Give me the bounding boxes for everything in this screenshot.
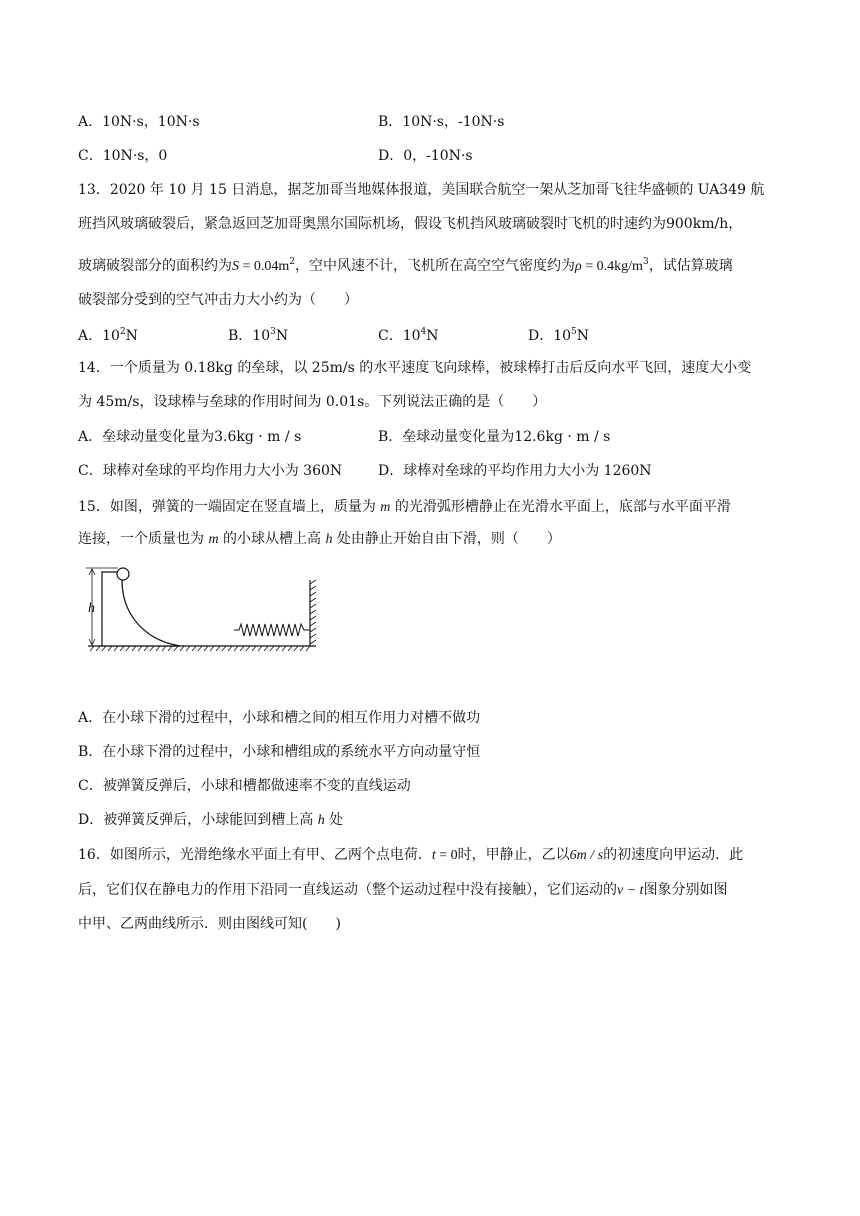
q16-stem-line1: 16．如图所示，光滑绝缘水平面上有甲、乙两个点电荷．t = 0时，甲静止，乙以6m / s的初速度向甲运动．此 xyxy=(78,847,744,863)
q15-figure xyxy=(84,566,324,660)
area-value: = 0.04m xyxy=(239,259,290,274)
area-symbol: S xyxy=(232,259,239,274)
q13-option-c: C．$10^4N$ xyxy=(378,327,439,344)
q15-option-c: C．被弹簧反弹后，小球和槽都做速率不变的直线运动 xyxy=(78,778,411,794)
density-value: = 0.4kg/m xyxy=(581,259,643,274)
ground-hatching xyxy=(90,646,310,651)
wall-hatching xyxy=(310,580,316,644)
q13-text: ，试估算玻璃 xyxy=(648,258,733,274)
q12-option-c: C．10N·s，0 xyxy=(78,148,168,164)
q13-option-b: B．$10^3N$ xyxy=(228,327,289,344)
q14-option-b: B．垒球动量变化量为12.6kg · m / s xyxy=(378,429,611,445)
q15-stem-line1: 15．如图，弹簧的一端固定在竖直墙上，质量为 m 的光滑弧形槽静止在光滑水平面上，底部与水平面平滑 xyxy=(78,499,731,515)
density-exponent: 3 xyxy=(642,257,649,267)
q13-stem-line4: 破裂部分受到的空气冲击力大小约为（ ） xyxy=(78,292,358,308)
q14-option-c: C．球棒对垒球的平均作用力大小为 360N xyxy=(78,463,343,479)
small-ball xyxy=(117,568,129,580)
q14-stem-line2: 为 45m/s，设球棒与垒球的作用时间为 0.01s。下列说法正确的是（ ） xyxy=(78,394,547,410)
q16-stem-line2: 后，它们仅在静电力的作用下沿同一直线运动（整个运动过程中没有接触），它们运动的v − t图象分别如图 xyxy=(78,882,728,898)
q15-option-a: A．在小球下滑的过程中，小球和槽之间的相互作用力对槽不做功 xyxy=(78,710,481,726)
q13-stem-line3 xyxy=(78,256,733,277)
arc-slot xyxy=(102,572,180,646)
q13-option-a: A．$10^2N$ xyxy=(78,327,138,344)
spring xyxy=(234,624,310,636)
q15-stem-line2: 连接，一个质量也为 m 的小球从槽上高 h 处由静止开始自由下滑，则（ ） xyxy=(78,531,561,547)
q12-option-b: B．10N·s，-10N·s xyxy=(378,114,505,130)
q12-option-a: A．10N·s，10N·s xyxy=(78,114,200,130)
q16-stem-line3: 中甲、乙两曲线所示．则由图线可知( ) xyxy=(78,916,341,932)
density-symbol: ρ xyxy=(575,259,582,274)
q13-stem-line2: 班挡风玻璃破裂后，紧急返回芝加哥奥黑尔国际机场，假设飞机挡风玻璃破裂时飞机的时速约为900km/h， xyxy=(78,216,743,232)
q13-option-d: D．$10^5N$ xyxy=(528,327,590,344)
q13-stem-line1: 13．2020 年 10 月 15 日消息，据芝加哥当地媒体报道，美国联合航空一架从芝加哥飞往华盛顿的 UA349 航 xyxy=(78,182,765,198)
q14-option-a: A．垒球动量变化量为3.6kg · m / s xyxy=(78,429,302,445)
q12-option-d: D．0，-10N·s xyxy=(378,148,473,164)
q14-stem-line1: 14．一个质量为 0.18kg 的垒球，以 25m/s 的水平速度飞向球棒，被球棒打击后反向水平飞回，速度大小变 xyxy=(78,360,752,376)
q15-option-d: D．被弹簧反弹后，小球能回到槽上高 h 处 xyxy=(78,812,344,828)
q13-text: ，空中风速不计，飞机所在高空空气密度约为 xyxy=(295,258,576,274)
area-exponent: 2 xyxy=(289,257,296,267)
q14-option-d: D．球棒对垒球的平均作用力大小为 1260N xyxy=(378,463,652,479)
q13-text: 玻璃破裂部分的面积约为 xyxy=(78,258,232,274)
q15-option-b: B．在小球下滑的过程中，小球和槽组成的系统水平方向动量守恒 xyxy=(78,744,481,760)
height-label: h xyxy=(88,601,95,616)
